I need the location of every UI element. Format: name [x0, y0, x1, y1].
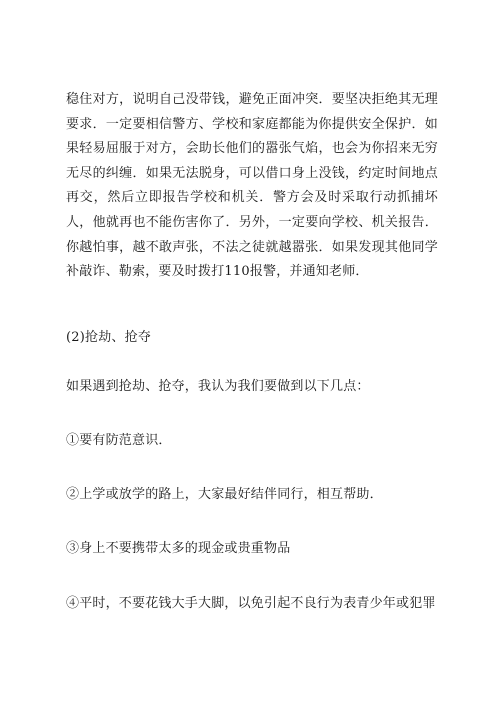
paragraph-extortion-advice	[66, 88, 438, 285]
paragraph-line: 人，他就再也不能伤害你了．另外，一定要向学校、机关报告．	[66, 214, 438, 230]
paragraph-line: 你越怕事，越不敢声张，不法之徒就越嚣张．如果发现其他同学	[66, 239, 438, 255]
list-item-awareness: ①要有防范意识．	[66, 433, 172, 448]
paragraph-line: 要求．一定要相信警方、学校和家庭都能为你提供安全保护．如	[66, 116, 438, 132]
paragraph-line: 再交，然后立即报告学校和机关．警方会及时采取行动抓捕坏	[66, 190, 438, 206]
paragraph-line: 稳住对方，说明自己没带钱，避免正面冲突．要坚决拒绝其无理	[66, 92, 438, 107]
intro-text: 如果遇到抢劫、抢夺，我认为我们要做到以下几点：	[66, 379, 370, 394]
list-item-travel-together: ②上学或放学的路上，大家最好结伴同行，相互帮助．	[66, 487, 383, 502]
list-item-no-valuables: ③身上不要携带太多的现金或贵重物品	[66, 541, 291, 556]
paragraph-line: 补敲诈、勒索，要及时拨打110报警，并通知老师．	[66, 264, 369, 280]
list-item-spending: ④平时，不要花钱大手大脚，以免引起不良行为表青少年或犯罪	[66, 596, 436, 611]
section-heading-robbery: (2)抢劫、抢夺	[66, 330, 152, 345]
paragraph-line: 果轻易屈服于对方，会助长他们的嚣张气焰，也会为你招来无穷	[66, 141, 438, 157]
paragraph-line: 无尽的纠缠．如果无法脱身，可以借口身上没钱，约定时间地点	[66, 165, 438, 181]
